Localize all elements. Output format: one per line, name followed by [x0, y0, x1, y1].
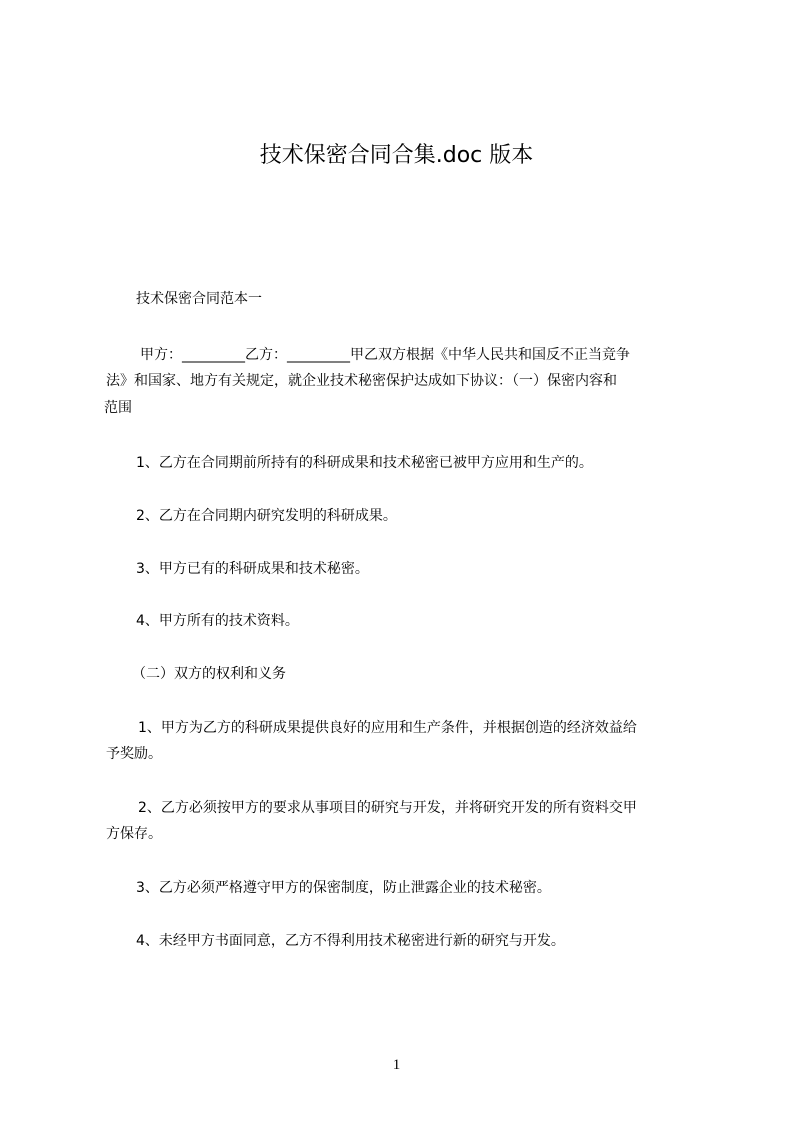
scope-item-2: 2、乙方在合同期内研究发明的科研成果。	[136, 508, 397, 524]
document-title: 技术保密合同合集.doc 版本	[259, 143, 534, 168]
parties-intro-line-2: 法》和国家、地方有关规定，就企业技术秘密保护达成如下协议：（一）保密内容和	[106, 373, 617, 389]
parties-intro-line-3: 范围	[104, 400, 132, 416]
scope-item-3: 3、甲方已有的科研成果和技术秘密。	[136, 561, 369, 577]
rights-heading: （二）双方的权利和义务	[132, 666, 286, 682]
section-heading: 技术保密合同范本一	[136, 291, 262, 307]
rights-item-4: 4、未经甲方书面同意，乙方不得利用技术秘密进行新的研究与开发。	[136, 933, 565, 949]
rights-item-1-line-2: 予奖励。	[106, 746, 162, 762]
rights-item-2-line-1: 2、乙方必须按甲方的要求从事项目的研究与开发，并将研究开发的所有资料交甲	[138, 800, 637, 816]
scope-item-4: 4、甲方所有的技术资料。	[136, 613, 299, 629]
rights-item-2-line-2: 方保存。	[106, 826, 162, 842]
page-number: 1	[392, 1057, 401, 1073]
rights-item-1-line-1: 1、甲方为乙方的科研成果提供良好的应用和生产条件，并根据创造的经济效益给	[138, 720, 637, 736]
parties-intro-line-1: 甲方：_________乙方：_________甲乙双方根据《中华人民共和国反不正当竞争	[140, 347, 630, 363]
scope-item-1: 1、乙方在合同期前所持有的科研成果和技术秘密已被甲方应用和生产的。	[136, 455, 593, 471]
rights-item-3: 3、乙方必须严格遵守甲方的保密制度，防止泄露企业的技术秘密。	[136, 880, 551, 896]
